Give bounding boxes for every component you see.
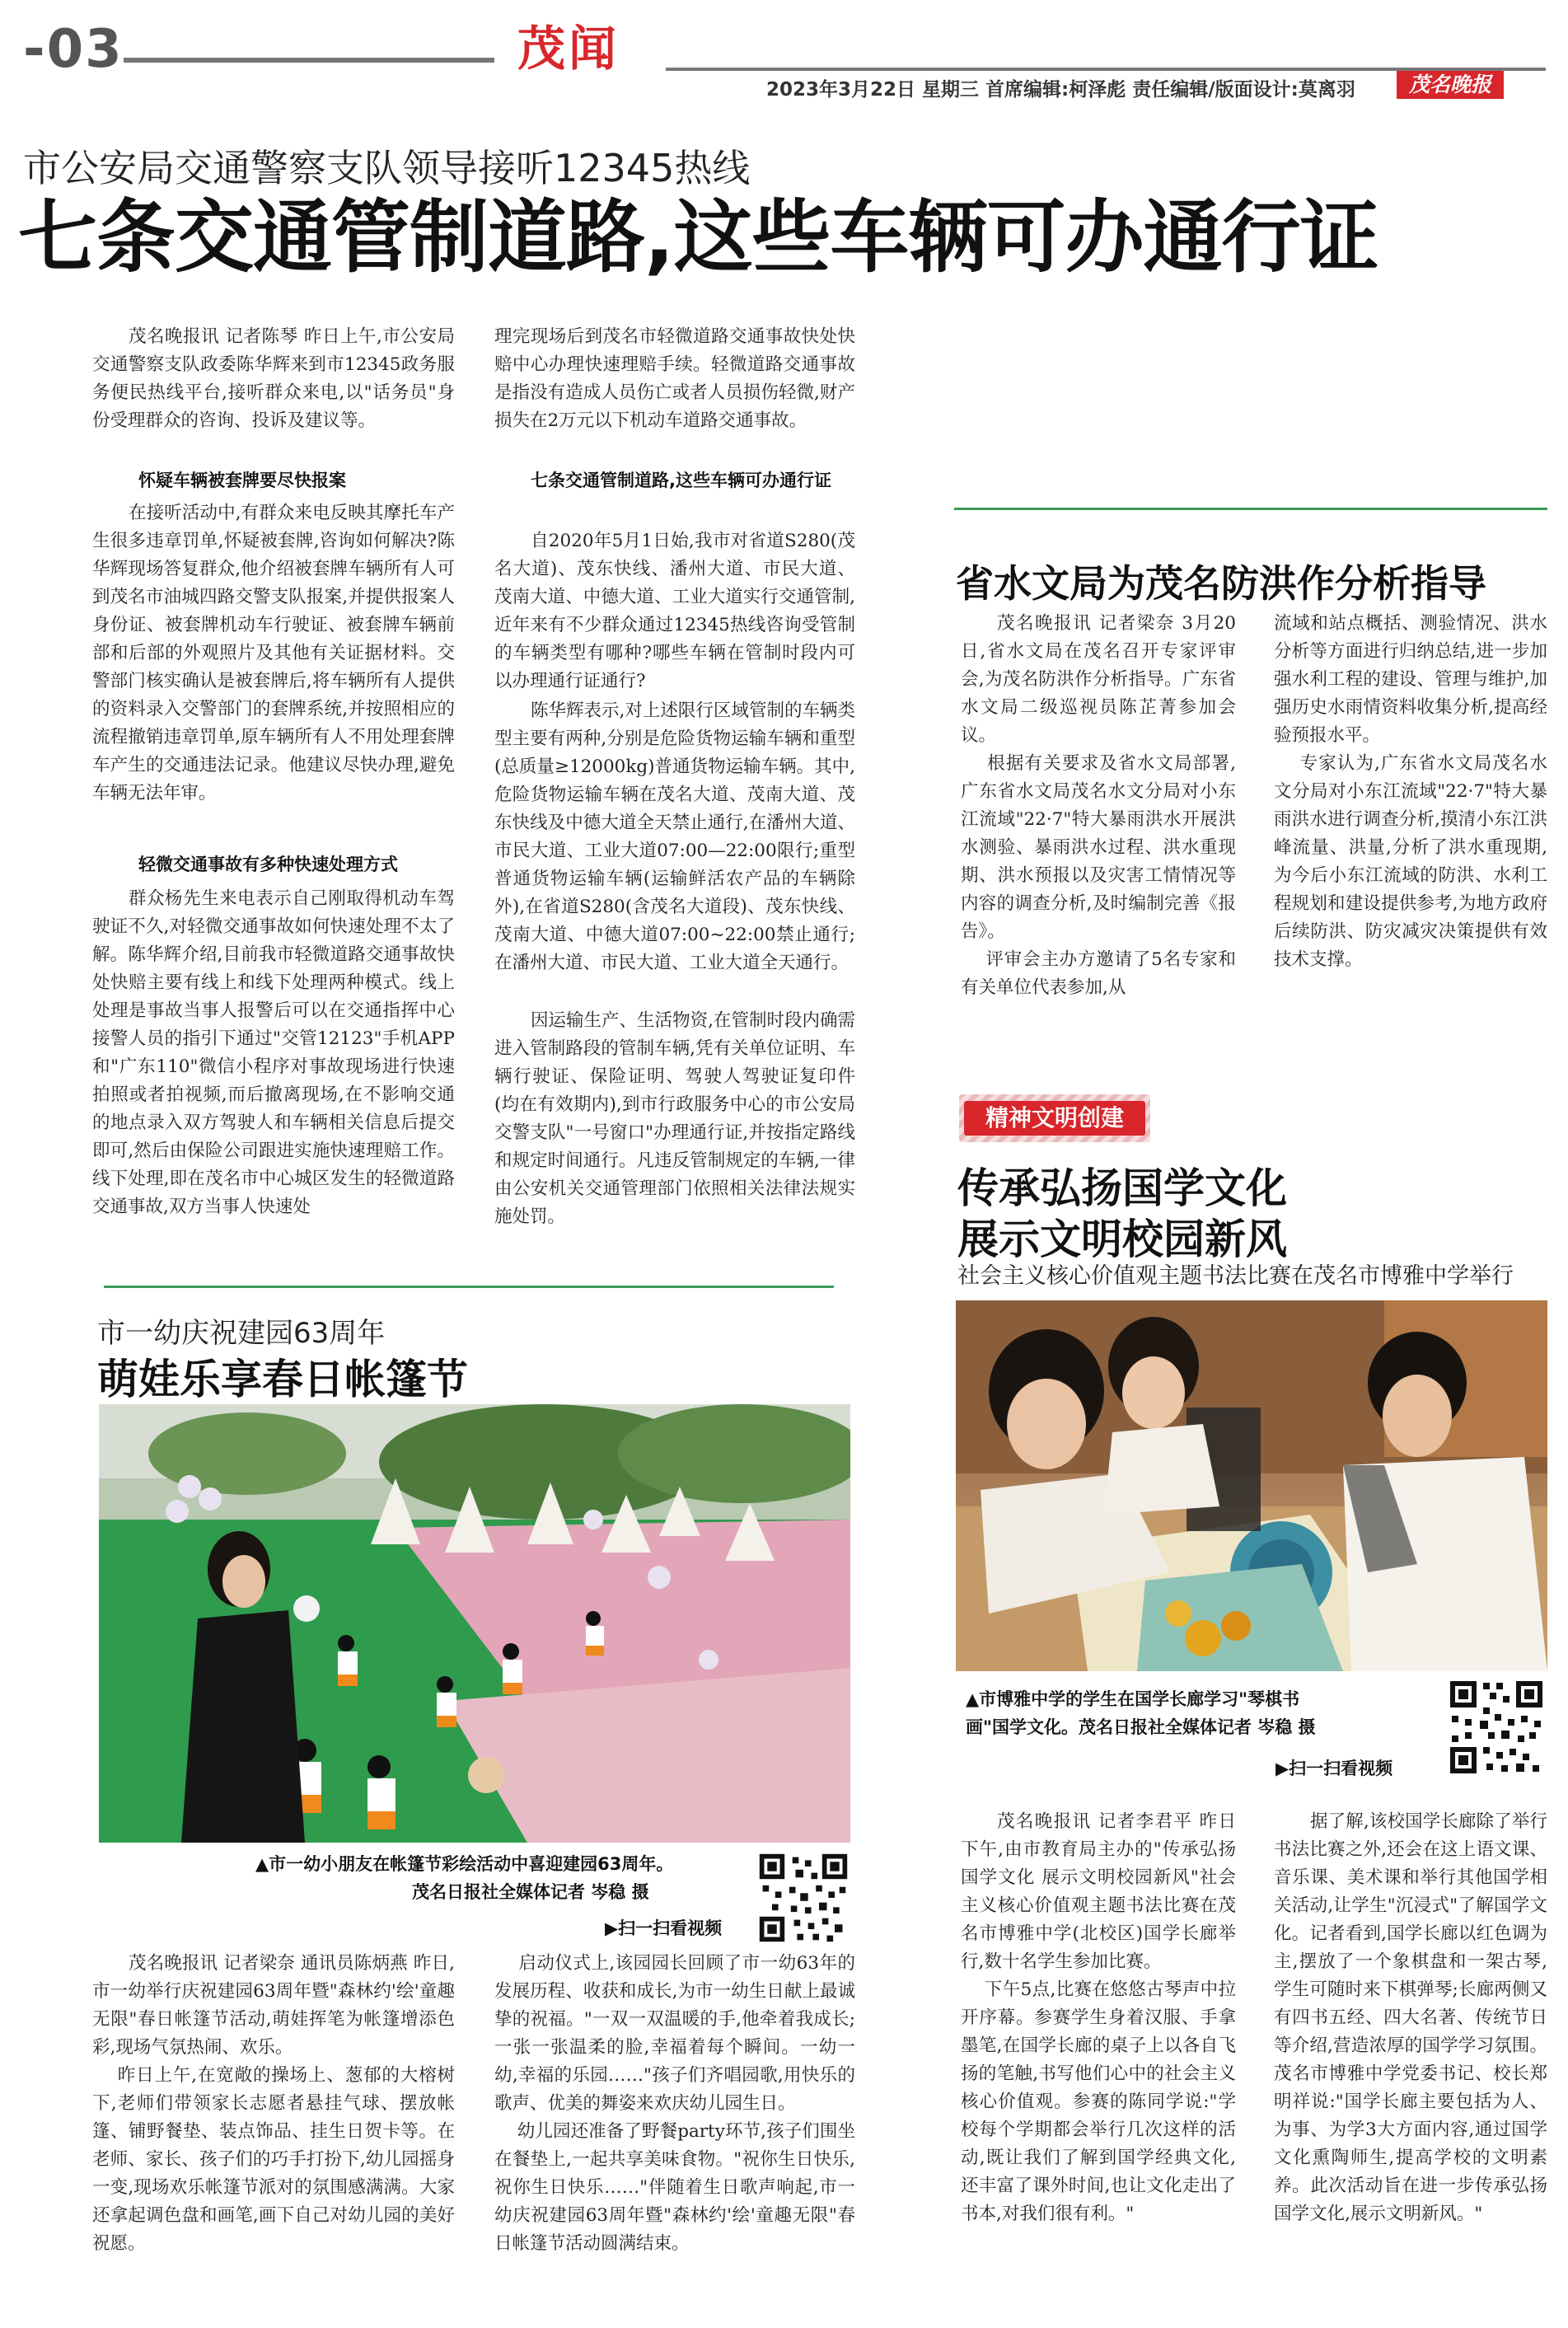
culture-col2: 据了解,该校国学长廊除了举行书法比赛之外,还会在这上语文课、音乐课、美术课和举行其他国学相关活动,让学生"沉浸式"了解国学文化。记者看到,国学长廊以红色调为主,摆放了一个象棋盘和一架古琴,学生可随时来下棋弹琴;长廊两侧又有四书五经、四大名著、传统节日等介绍,营造浓厚的国学学习氛围。茂名市博雅中学党委书记、校长郑明祥说:"国学长廊主要包括为人、为事、为学3大方面内容,通过国学文化熏陶师生,提高学校的文明素养。此次活动旨在进一步传承弘扬国学文化,展示文明新风。"	[1274, 1811, 1547, 2224]
lead-subhead-1: 怀疑车辆被套牌要尽快报案	[138, 471, 346, 490]
header-rule-left	[124, 58, 494, 63]
kinder-kicker: 市一幼庆祝建园63周年	[97, 1317, 386, 1350]
paper-logo: 茂名晚报	[1397, 71, 1504, 99]
lead-subhead-2: 轻微交通事故有多种快速处理方式	[138, 855, 398, 874]
qr-code-icon	[1447, 1678, 1546, 1777]
culture-tag	[959, 1094, 1150, 1142]
kinder-col1: 茂名晚报讯 记者梁奈 通讯员陈炳燕 昨日,市一幼举行庆祝建园63周年暨"森林约'绘'童趣无限"春日帐篷节活动,萌娃挥笔为帐篷增添色彩,现场气氛热闹、欢乐。 昨日上午,在宽敞的操场上、葱郁的大榕树下,老师们带领家长志愿者悬挂气球、摆放帐篷、铺野餐垫、装点饰品、挂生日贺卡等。在老师、家长、孩子们的巧手打扮下,幼儿园摇身一变,现场欢乐帐篷节派对的氛围感满满。大家还拿起调色盘和画笔,画下自己对幼儿园的美好祝愿。	[92, 1953, 455, 2254]
tent-festival-illustration	[99, 1404, 850, 1843]
lead-col1-para3: 群众杨先生来电表示自己刚取得机动车驾驶证不久,对轻微交通事故如何快速处理不太了解。陈华辉介绍,目前我市轻微道路交通事故快处快赔主要有线上和线下处理两种模式。线上处理是事故当事人报警后可以在交通指挥中心接警人员的指引下通过"交管12123"手机APP和"广东110"微信小程序对事故现场进行快速拍照或者拍视频,而后撤离现场,在不影响交通的地点录入双方驾驶人和车辆相关信息后提交即可,然后由保险公司跟进实施快速理赔工作。线下处理,即在茂名市中心城区发生的轻微道路交通事故,双方当事人快速处	[92, 888, 455, 1217]
lead-col1-intro: 茂名晚报讯 记者陈琴 昨日上午,市公安局交通警察支队政委陈华辉来到市12345政务服务便民热线平台,接听群众来电,以"话务员"身份受理群众的咨询、投诉及建议等。	[92, 326, 455, 431]
calligraphy-photo	[956, 1300, 1547, 1671]
culture-caption-line2: 画"国学文化。茂名日报社全媒体记者 岑稳 摄	[966, 1717, 1316, 1737]
lead-kicker: 市公安局交通警察支队领导接听12345热线	[23, 146, 751, 190]
lead-col2-para3: 陈华辉表示,对上述限行区域管制的车辆类型主要有两种,分别是危险货物运输车辆和重型(总质量≥12000kg)普通货物运输车辆。其中,危险货物运输车辆在茂名大道、茂南大道、茂东快线及中德大道全天禁止通行,在潘州大道、市民大道、工业大道07:00—22:00限行;重型普通货物运输车辆(运输鲜活农产品的车辆除外),在省道S280(含茂名大道段)、茂东快线、茂南大道、中德大道07:00~22:00禁止通行;在潘州大道、市民大道、工业大道全天通行。	[494, 700, 855, 973]
water-col1: 茂名晚报讯 记者梁奈 3月20日,省水文局在茂名召开专家评审会,为茂名防洪作分析指导。广东省水文局二级巡视员陈芷菁参加会议。 根据有关要求及省水文局部署,广东省水文局茂名水文分局对小东江流域"22·7"特大暴雨洪水开展洪水测验、暴雨洪水过程、洪水重现期、洪水预报以及灾害工情情况等内容的调查分析,及时编制完善《报告》。 评审会主办方邀请了5名专家和有关单位代表参加,从	[961, 613, 1236, 998]
page-header	[0, 0, 1568, 99]
tent-festival-photo	[99, 1404, 850, 1843]
header-info: 2023年3月22日 星期三 首席编辑:柯泽彪 责任编辑/版面设计:莫离羽	[766, 79, 1355, 101]
kinder-headline: 萌娃乐享春日帐篷节	[97, 1356, 468, 1403]
lead-col2-para1: 理完现场后到茂名市轻微道路交通事故快处快赔中心办理快速理赔手续。轻微道路交通事故是指没有造成人员伤亡或者人员损伤轻微,财产损失在2万元以下机动车道路交通事故。	[494, 326, 855, 431]
culture-headline-1: 传承弘扬国学文化	[957, 1164, 1287, 1212]
calligraphy-photo-illustration	[956, 1300, 1547, 1671]
culture-headline-2: 展示文明校园新风	[957, 1216, 1287, 1263]
lead-col2-para4: 因运输生产、生活物资,在管制时段内确需进入管制路段的管制车辆,凭有关单位证明、车辆行驶证、保险证明、驾驶人驾驶证复印件(均在有效期内),到市行政服务中心的市公安局交警支队"一号窗口"办理通行证,并按指定路线和规定时间通行。凡违反管制规定的车辆,一律由公安机关交通管理部门依照相关法律法规实施处罚。	[494, 1010, 855, 1227]
kinder-qr-code[interactable]	[756, 1851, 850, 1945]
culture-qr-code[interactable]	[1447, 1678, 1546, 1777]
lead-headline: 七条交通管制道路,这些车辆可办通行证	[18, 191, 1378, 283]
section-label: 茂闻	[517, 21, 620, 77]
culture-scan-video-link[interactable]: ▶扫一扫看视频	[1275, 1759, 1393, 1778]
water-rule	[954, 508, 1547, 510]
kinder-caption-line2: 茂名日报社全媒体记者 岑稳 摄	[412, 1882, 649, 1902]
qr-code-icon	[756, 1851, 850, 1945]
culture-subtitle: 社会主义核心价值观主题书法比赛在茂名市博雅中学举行	[957, 1263, 1514, 1289]
page-number: -03	[23, 19, 124, 80]
kinder-rule	[104, 1286, 834, 1288]
kinder-col2: 启动仪式上,该园园长回顾了市一幼63年的发展历程、收获和成长,为市一幼生日献上最诚挚的祝福。"一双一双温暖的手,他牵着我成长;一张一张温柔的脸,幸福着每个瞬间。一幼一幼,幸福的乐园……"孩子们齐唱园歌,用快乐的歌声、优美的舞姿来欢庆幼儿园生日。 幼儿园还准备了野餐party环节,孩子们围坐在餐垫上,一起共享美味食物。"祝你生日快乐,祝你生日快乐……"伴随着生日歌声响起,市一幼庆祝建园63周年暨"森林约'绘'童趣无限"春日帐篷节活动圆满结束。	[494, 1953, 855, 2254]
water-headline: 省水文局为茂名防洪作分析指导	[956, 561, 1486, 606]
culture-caption-line1: ▲市博雅中学的学生在国学长廊学习"琴棋书	[966, 1689, 1300, 1709]
culture-tag-label: 精神文明创建	[964, 1101, 1145, 1136]
culture-col1: 茂名晚报讯 记者李君平 昨日下午,由市教育局主办的"传承弘扬国学文化 展示文明校园新风"社会主义核心价值观主题书法比赛在茂名市博雅中学(北校区)国学长廊举行,数十名学生参加比赛。 下午5点,比赛在悠悠古琴声中拉开序幕。参赛学生身着汉服、手拿墨笔,在国学长廊的桌子上以各自飞扬的笔触,书写他们心中的社会主义核心价值观。参赛的陈同学说:"学校每个学期都会举行几次这样的活动,既让我们了解到国学经典文化,还丰富了课外时间,也让文化走出了书本,对我们很有利。"	[961, 1811, 1236, 2224]
lead-col2-para2: 自2020年5月1日始,我市对省道S280(茂名大道)、茂东快线、潘州大道、市民大道、茂南大道、中德大道、工业大道实行交通管制,近年来有不少群众通过12345热线咨询受管制的车辆类型有哪种?哪些车辆在管制时段内可以办理通行证通行?	[494, 531, 855, 691]
water-col2: 流域和站点概括、测验情况、洪水分析等方面进行归纳总结,进一步加强水利工程的建设、管理与维护,加强历史水雨情资料收集分析,提高经验预报水平。 专家认为,广东省水文局茂名水文分局对小东江流域"22·7"特大暴雨洪水进行调查分析,摸清小东江洪峰流量、洪量,分析了洪水重现期,为今后小东江流域的防洪、水利工程规划和建设提供参考,为地方政府后续防洪、防灾减灾决策提供有效技术支撑。	[1274, 613, 1547, 970]
lead-subhead-3: 七条交通管制道路,这些车辆可办通行证	[531, 471, 831, 490]
kinder-caption-line1: ▲市一幼小朋友在帐篷节彩绘活动中喜迎建园63周年。	[255, 1854, 674, 1874]
kinder-scan-video-link[interactable]: ▶扫一扫看视频	[605, 1918, 723, 1938]
lead-col1-para2: 在接听活动中,有群众来电反映其摩托车产生很多违章罚单,怀疑被套牌,咨询如何解决?陈华辉现场答复群众,他介绍被套牌车辆所有人可到茂名市油城四路交警支队报案,并提供报案人身份证、被套牌机动车行驶证、被套牌车辆前部和后部的外观照片及其他有关证据材料。交警部门核实确认是被套牌后,将车辆所有人提供的资料录入交警部门的套牌系统,并按照相应的流程撤销违章罚单,原车辆所有人不用处理套牌车产生的交通违法记录。他建议尽快办理,避免车辆无法年审。	[92, 503, 455, 803]
